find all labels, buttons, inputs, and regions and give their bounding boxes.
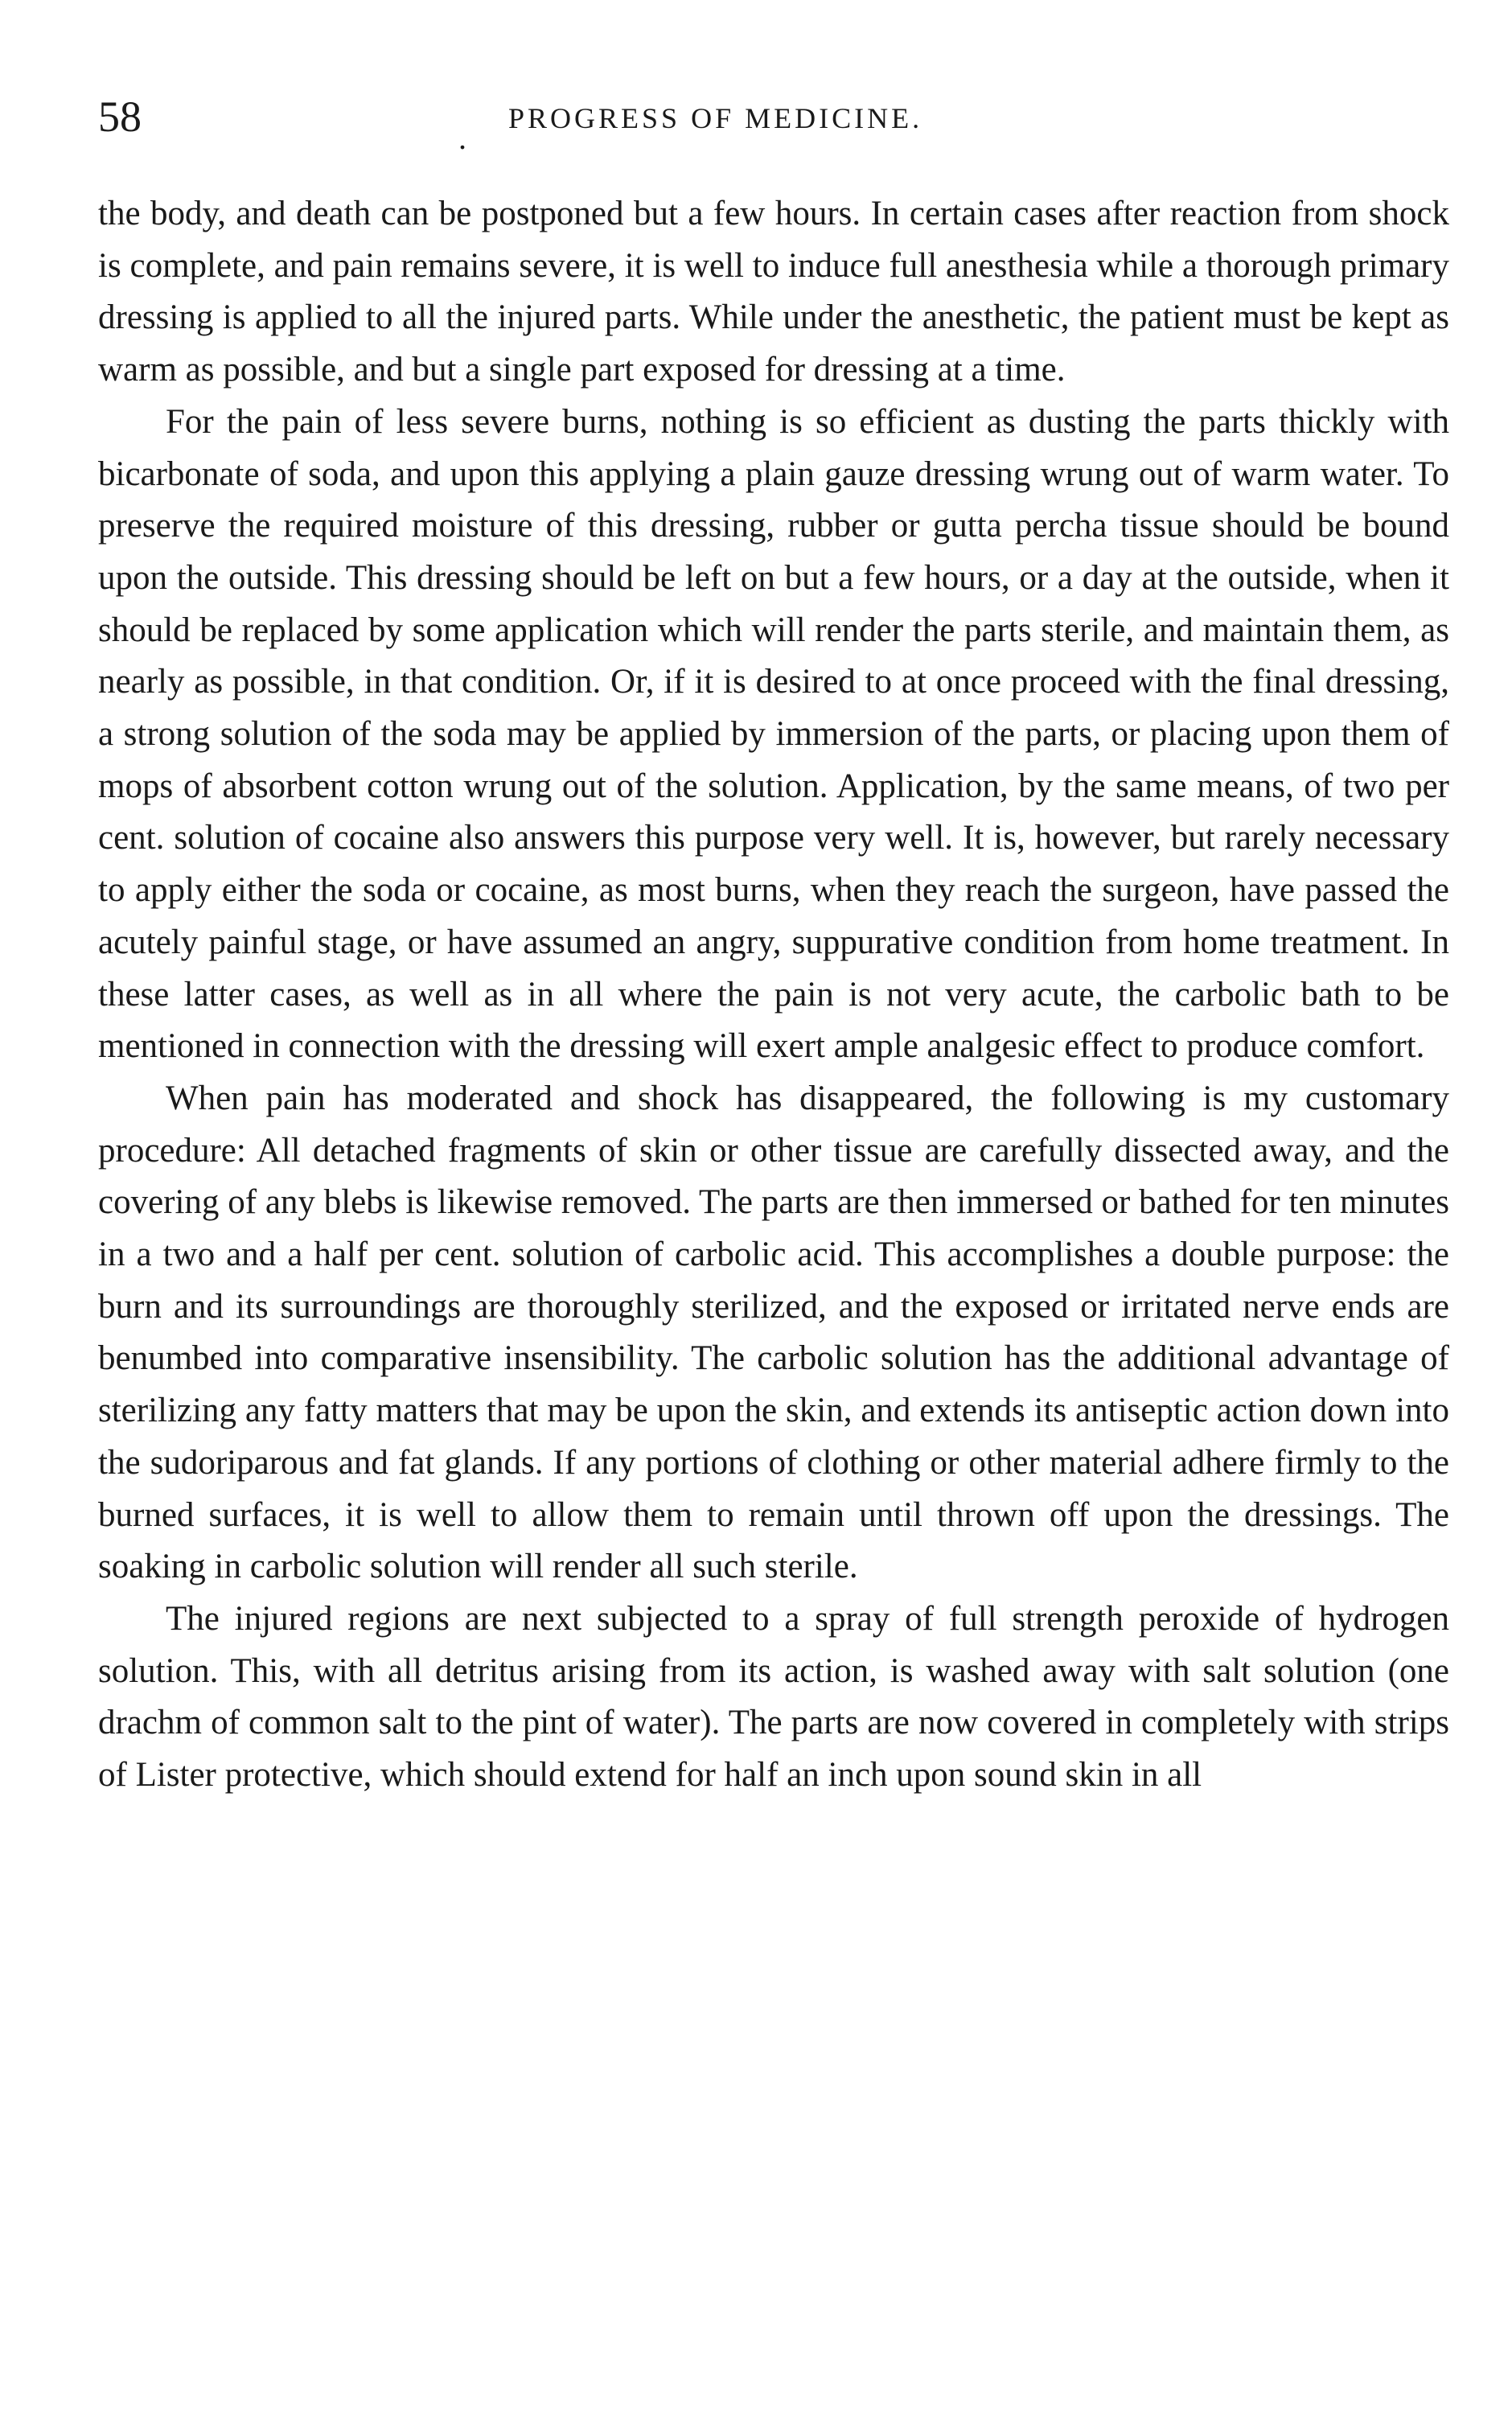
header-dot: . (458, 120, 466, 156)
running-title: PROGRESS OF MEDICINE. (508, 102, 923, 134)
paragraph-peroxide-spray: The injured regions are next subjected to a spray of full strength peroxide of hydrogen solution. This, with all detritus arising from its action, is washed away with salt solution (one drachm of common salt to the pint of water). The parts are now covered in completely with strips of Lister protective, which should extend for half an inch upon sound skin in all (98, 1599, 1449, 1795)
paragraph-pain-relief: For the pain of less severe burns, nothing is so efficient as dusting the parts thickly with bicarbonate of soda, and upon this applying a plain gauze dressing wrung out of warm water. To preserve the required moisture of this dressing, rubber or gutta percha tissue should be bound upon the outside. This dressing should be left on but a few hours, or a day at the outside, when it should be replaced by some application which will render the parts sterile, and maintain them, as nearly as possible, in that condition. Or, if it is desired to at once proceed with the final dressing, a strong solution of the soda may be applied by immersion of the parts, or placing upon them of mops of absorbent cotton wrung out of the solution. Application, by the same means, of two per cent. solution of cocaine also answers this purpose very well. It is, however, but rarely necessary to apply either the soda or cocaine, as most burns, when they reach the surgeon, have passed the acutely painful stage, or have assumed an angry, suppurative condition from home treatment. In these latter cases, as well as in all where the pain is not very acute, the carbolic bath to be mentioned in connection with the dressing will exert ample analgesic effect to produce comfort. (98, 402, 1449, 1066)
paragraph-customary-procedure: When pain has moderated and shock has disappeared, the following is my customary procedure: All detached fragments of skin or other tissue are carefully dissected away, and the covering of any blebs is likewise removed. The parts are then immersed or bathed for ten minutes in a two and a half per cent. solution of carbolic acid. This accomplishes a double purpose: the burn and its surroundings are thoroughly sterilized, and the exposed or irritated nerve ends are benumbed into comparative insensibility. The carbolic solution has the additional advantage of sterilizing any fatty matters that may be upon the skin, and extends its antiseptic action down into the sudoriparous and fat glands. If any portions of clothing or other material adhere firmly to the burned surfaces, it is well to allow them to remain until thrown off upon the dressings. The soaking in carbolic solution will render all such sterile. (98, 1079, 1449, 1586)
book-page (98, 88, 1449, 1802)
paragraph-continuation: the body, and death can be postponed but a few hours. In certain cases after reaction from shock is complete, and pain remains severe, it is well to induce full anesthesia while a thorough primary dressing is applied to all the injured parts. While under the anesthetic, the patient must be kept as warm as possible, and but a single part exposed for dressing at a time. (98, 195, 1449, 389)
running-head (98, 88, 1449, 156)
page-number: 58 (98, 93, 142, 141)
